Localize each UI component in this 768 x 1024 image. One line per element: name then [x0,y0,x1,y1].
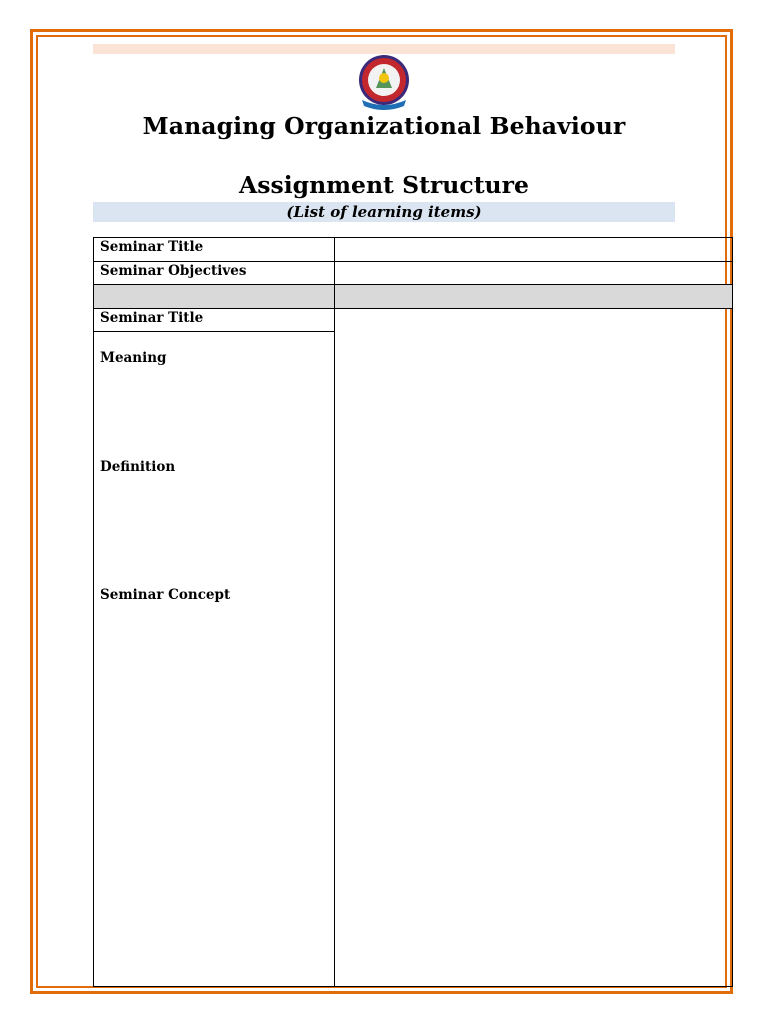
table-row-label-cell [93,237,335,262]
meaning-label: Meaning [100,350,167,366]
table-row-label-cell [93,261,335,285]
definition-label: Definition [100,459,176,475]
seminar-objectives-field[interactable] [334,261,733,285]
sections-label-column [93,331,335,987]
main-seminar-title-label: Seminar Title [100,310,204,326]
table-row-label-cell [93,308,335,332]
table-spacer-cell [334,284,733,309]
seminar-objectives-label: Seminar Objectives [100,263,247,279]
university-seal-icon [356,54,412,112]
seminar-title-label: Seminar Title [100,239,204,255]
table-spacer-cell [93,284,335,309]
document-subtitle: Assignment Structure [239,171,529,199]
document-title: Managing Organizational Behaviour [142,112,626,140]
subtitle-note: (List of learning items) [93,202,675,222]
assignment-table [93,237,733,987]
header-band [93,44,675,54]
main-content-field[interactable] [334,308,733,987]
seminar-concept-label: Seminar Concept [100,587,231,603]
seminar-title-field[interactable] [334,237,733,262]
